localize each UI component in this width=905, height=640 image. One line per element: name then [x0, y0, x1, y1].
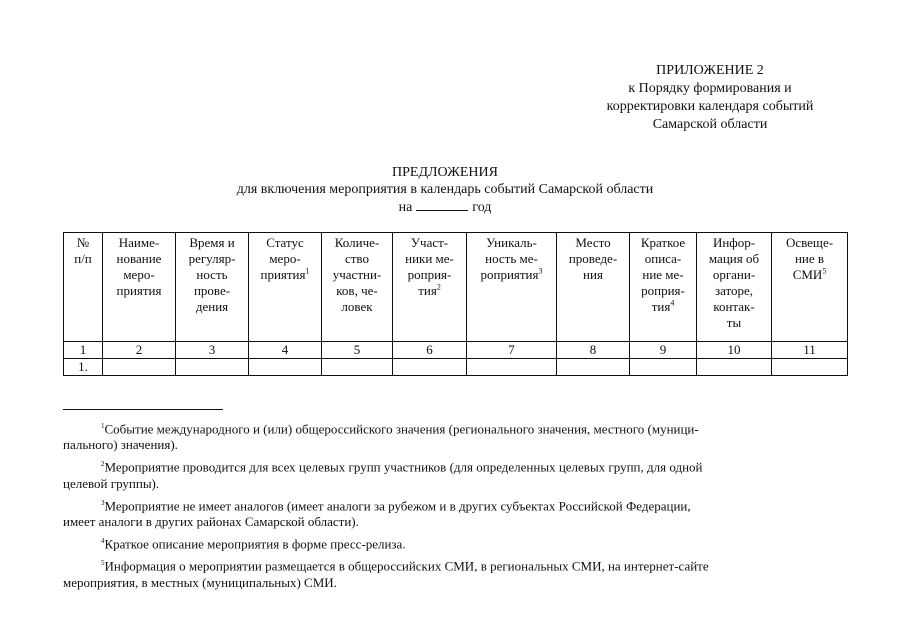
column-header-line: ники ме- [405, 251, 454, 266]
proposals-table [63, 232, 848, 376]
column-number: 11 [772, 342, 848, 359]
column-header [697, 233, 772, 342]
column-header-line: роприя- [407, 267, 452, 282]
footnote-mark: 4 [670, 298, 675, 308]
column-header [176, 233, 249, 342]
column-header-line: Инфор- [712, 235, 756, 250]
row-number-cell: 1. [64, 359, 103, 376]
footnote-text: Информация о мероприятии размещается в общероссийских СМИ, в региональных СМИ, на интернет-сайте [104, 558, 709, 574]
footnote-mark: 2 [436, 282, 441, 292]
table-cell [176, 359, 249, 376]
footnote-mark: 4 [101, 536, 105, 545]
column-header [393, 233, 467, 342]
footnote-mark: 5 [822, 266, 827, 276]
footnote-divider [63, 409, 223, 410]
footnote-mark: 1 [305, 266, 310, 276]
footnote-line [63, 495, 833, 514]
table-row [64, 359, 848, 376]
column-number: 4 [249, 342, 322, 359]
table-cell [322, 359, 393, 376]
column-header-line: роприятия$^3$ [480, 266, 543, 282]
appendix-line: к Порядку формирования и [628, 81, 792, 96]
footnote-item [63, 555, 833, 590]
column-header-line: Статус [266, 235, 304, 250]
footnote-text: Мероприятие не имеет аналогов (имеет аналоги за рубежом и в других субъектах Российской Федерации, [104, 497, 691, 513]
footnote-line [63, 418, 833, 437]
column-header-line: Освеще- [785, 235, 834, 250]
footnote-item [63, 456, 833, 491]
document-heading [120, 164, 770, 216]
footnote-item [63, 495, 833, 530]
footnote-line [63, 437, 833, 453]
column-header-line: тия$^4$ [651, 298, 675, 314]
column-header-line: мация об [708, 251, 760, 266]
footnote-line [63, 555, 833, 574]
column-header-line: приятия$^1$ [260, 266, 310, 282]
column-header-line: органи- [712, 267, 756, 282]
column-header [103, 233, 176, 342]
column-header-line: приятия [116, 283, 162, 298]
column-header [630, 233, 697, 342]
column-header-line: ков, че- [336, 283, 378, 298]
column-header-line: контак- [713, 299, 755, 314]
document-subtitle: для включения мероприятия в календарь событий Самарской области [236, 182, 654, 197]
table-header-row [64, 233, 848, 342]
column-number: 5 [322, 342, 393, 359]
column-header-line: ние в [794, 251, 825, 266]
column-header-line: меро- [123, 267, 155, 282]
column-header-line: СМИ$^5$ [792, 266, 827, 282]
footnote-line [63, 456, 833, 475]
column-header-line: проведе- [568, 251, 618, 266]
footnote-line [63, 533, 833, 552]
column-number: 7 [467, 342, 557, 359]
year-suffix: год [472, 200, 492, 215]
table-cell [467, 359, 557, 376]
footnote-mark: 3 [538, 266, 543, 276]
column-header-line: ния [583, 267, 603, 282]
appendix-line: корректировки календаря событий [606, 99, 814, 114]
document-title: ПРЕДЛОЖЕНИЯ [392, 165, 498, 180]
footnote-mark: 2 [101, 460, 105, 469]
column-header-line: роприя- [641, 283, 685, 298]
footnote-text: Мероприятие проводится для всех целевых групп участников (для определенных целевых групп, для одной [104, 459, 703, 475]
table-cell [103, 359, 176, 376]
footnote-line [63, 476, 833, 492]
column-header-line: меро- [269, 251, 301, 266]
footnote-text: Краткое описание мероприятия в форме пресс-релиза. [104, 536, 406, 552]
column-header-line: Участ- [410, 235, 449, 250]
footnote-text: пального) значения). [63, 437, 178, 453]
column-number: 2 [103, 342, 176, 359]
column-header-line: прове- [193, 283, 231, 298]
column-number: 1 [64, 342, 103, 359]
column-number: 10 [697, 342, 772, 359]
column-number: 9 [630, 342, 697, 359]
footnote-item [63, 533, 833, 552]
column-header-line: п/п [74, 251, 92, 266]
column-number-row [64, 342, 848, 359]
column-header [249, 233, 322, 342]
footnote-line [63, 514, 833, 530]
column-header-line: тия$^2$ [418, 282, 441, 298]
column-header [557, 233, 630, 342]
footnote-text: Событие международного и (или) общероссийского значения (регионального значения, местного (муници- [104, 421, 699, 437]
footnote-text: мероприятия, в местных (муниципальных) СМИ. [63, 574, 337, 590]
column-header-line: описа- [644, 251, 682, 266]
table-cell [249, 359, 322, 376]
column-header-line: ство [344, 251, 369, 266]
footnote-line [63, 575, 833, 591]
appendix-title: ПРИЛОЖЕНИЕ 2 [656, 63, 764, 78]
column-header-line: ность [196, 267, 228, 282]
footnote-mark: 3 [101, 498, 105, 507]
column-header-line: заторе, [714, 283, 754, 298]
column-header-line: ты [726, 315, 742, 330]
column-number: 8 [557, 342, 630, 359]
table-cell [393, 359, 467, 376]
year-line [120, 198, 770, 216]
column-header-line: Количе- [334, 235, 380, 250]
column-header [64, 233, 103, 342]
footnote-mark: 5 [101, 559, 105, 568]
column-header-line: участни- [332, 267, 382, 282]
footnote-mark: 1 [101, 422, 105, 430]
column-header [467, 233, 557, 342]
column-header-line: Наиме- [118, 235, 160, 250]
footnote-item [63, 418, 833, 453]
column-header-line: регуляр- [188, 251, 236, 266]
column-header-line: ность ме- [485, 251, 538, 266]
column-header-line: Краткое [640, 235, 686, 250]
table-cell [557, 359, 630, 376]
appendix-line: Самарской области [652, 117, 768, 132]
table-cell [772, 359, 848, 376]
column-header-line: Время и [189, 235, 235, 250]
footnote-text: имеет аналоги в других районах Самарской области). [63, 513, 359, 529]
appendix-block [560, 62, 860, 134]
year-prefix: на [398, 200, 413, 215]
column-number: 3 [176, 342, 249, 359]
column-header-line: ние ме- [642, 267, 684, 282]
year-blank [416, 198, 468, 211]
footnotes [63, 418, 833, 594]
table-cell [630, 359, 697, 376]
column-header-line: дения [195, 299, 229, 314]
column-header-line: ловек [341, 299, 373, 314]
column-number: 6 [393, 342, 467, 359]
column-header-line: Место [575, 235, 611, 250]
column-header-line: № [76, 235, 90, 250]
column-header-line: нование [116, 251, 162, 266]
footnote-text: целевой группы). [63, 475, 160, 491]
table-cell [697, 359, 772, 376]
column-header [322, 233, 393, 342]
column-header-line: Уникаль- [486, 235, 537, 250]
column-header [772, 233, 848, 342]
